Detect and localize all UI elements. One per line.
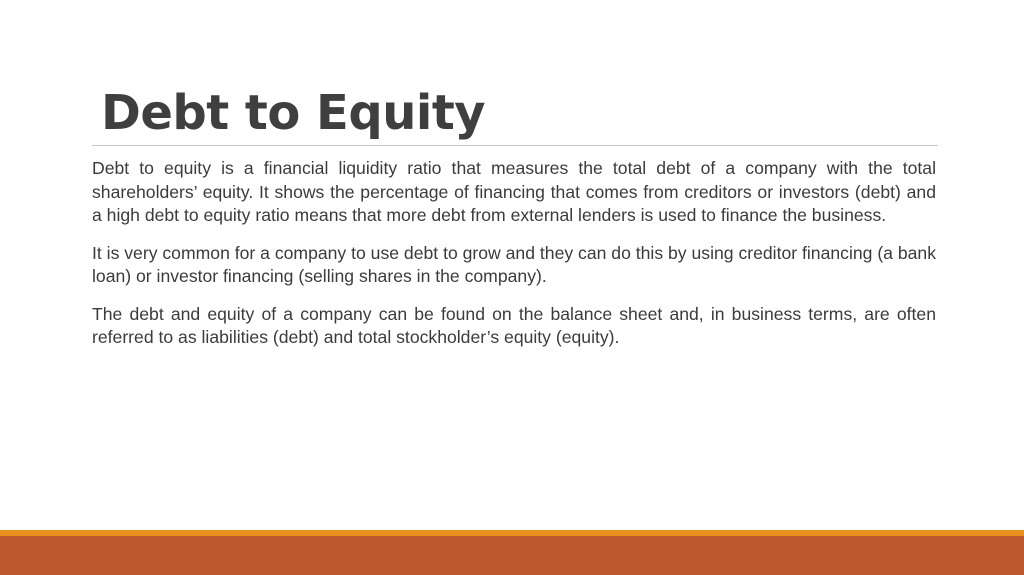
slide-title: Debt to Equity: [101, 85, 486, 141]
footer-bar: [0, 536, 1024, 575]
paragraph: The debt and equity of a company can be found on the balance sheet and, in business terms, are often referred to as liabilities (debt) and total stockholder’s equity (equity).: [92, 303, 936, 347]
paragraph: It is very common for a company to use debt to grow and they can do this by using creditor financing (a bank loan) or investor financing (selling shares in the company).: [92, 242, 936, 286]
paragraph: Debt to equity is a financial liquidity ratio that measures the total debt of a company with the total shareholders’ equity. It shows the percentage of financing that comes from creditors or investors (debt) and a high debt to equity ratio means that more debt from external lenders is used to finance the business.: [92, 158, 936, 225]
slide-body: [92, 157, 936, 364]
title-divider: [92, 145, 938, 146]
